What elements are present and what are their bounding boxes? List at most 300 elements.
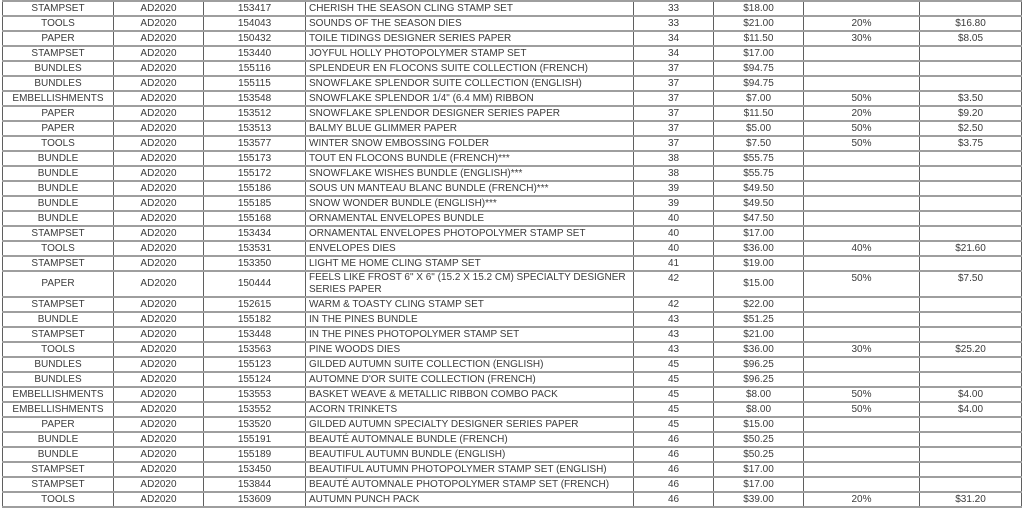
table-row — [3, 327, 1022, 342]
cell-sale_price — [920, 76, 1022, 91]
cell-discount_percent — [804, 196, 920, 211]
cell-price: $47.50 — [714, 211, 804, 226]
cell-year_code: AD2020 — [114, 76, 204, 91]
cell-item_number: 155124 — [204, 372, 306, 387]
cell-discount_percent — [804, 312, 920, 327]
cell-page: 39 — [634, 181, 714, 196]
cell-price: $94.75 — [714, 76, 804, 91]
table-row — [3, 271, 1022, 297]
cell-category: STAMPSET — [3, 1, 114, 16]
table-row — [3, 447, 1022, 462]
cell-year_code: AD2020 — [114, 372, 204, 387]
cell-item_number: 155115 — [204, 76, 306, 91]
cell-description: AUTOMNE D'OR SUITE COLLECTION (FRENCH) — [306, 372, 634, 387]
cell-year_code: AD2020 — [114, 492, 204, 507]
cell-description: JOYFUL HOLLY PHOTOPOLYMER STAMP SET — [306, 46, 634, 61]
cell-price: $19.00 — [714, 256, 804, 271]
cell-page: 45 — [634, 402, 714, 417]
cell-item_number: 152615 — [204, 297, 306, 312]
cell-description: BEAUTÉ AUTOMNALE BUNDLE (FRENCH) — [306, 432, 634, 447]
cell-page: 46 — [634, 462, 714, 477]
cell-page: 40 — [634, 211, 714, 226]
cell-price: $15.00 — [714, 417, 804, 432]
table-row — [3, 357, 1022, 372]
cell-item_number: 155172 — [204, 166, 306, 181]
cell-item_number: 153520 — [204, 417, 306, 432]
table-row — [3, 372, 1022, 387]
cell-sale_price — [920, 46, 1022, 61]
cell-year_code: AD2020 — [114, 106, 204, 121]
cell-sale_price — [920, 256, 1022, 271]
cell-price: $11.50 — [714, 106, 804, 121]
cell-category: EMBELLISHMENTS — [3, 387, 114, 402]
cell-description: BEAUTIFUL AUTUMN BUNDLE (ENGLISH) — [306, 447, 634, 462]
cell-category: EMBELLISHMENTS — [3, 91, 114, 106]
cell-discount_percent: 50% — [804, 271, 920, 297]
cell-price: $21.00 — [714, 16, 804, 31]
cell-category: STAMPSET — [3, 226, 114, 241]
cell-sale_price — [920, 181, 1022, 196]
cell-item_number: 153512 — [204, 106, 306, 121]
cell-sale_price — [920, 327, 1022, 342]
cell-category: BUNDLE — [3, 211, 114, 226]
cell-description: ORNAMENTAL ENVELOPES BUNDLE — [306, 211, 634, 226]
cell-description: GILDED AUTUMN SPECIALTY DESIGNER SERIES PAPER — [306, 417, 634, 432]
cell-description: AUTUMN PUNCH PACK — [306, 492, 634, 507]
cell-price: $50.25 — [714, 447, 804, 462]
cell-category: BUNDLES — [3, 61, 114, 76]
cell-price: $17.00 — [714, 477, 804, 492]
cell-category: STAMPSET — [3, 46, 114, 61]
document-sheet — [2, 0, 1024, 508]
cell-description: BALMY BLUE GLIMMER PAPER — [306, 121, 634, 136]
cell-discount_percent — [804, 76, 920, 91]
cell-price: $18.00 — [714, 1, 804, 16]
cell-price: $49.50 — [714, 196, 804, 211]
cell-discount_percent — [804, 417, 920, 432]
cell-page: 45 — [634, 357, 714, 372]
cell-description: BEAUTÉ AUTOMNALE PHOTOPOLYMER STAMP SET (FRENCH) — [306, 477, 634, 492]
cell-discount_percent: 50% — [804, 387, 920, 402]
cell-year_code: AD2020 — [114, 241, 204, 256]
cell-discount_percent: 50% — [804, 91, 920, 106]
cell-year_code: AD2020 — [114, 211, 204, 226]
cell-category: EMBELLISHMENTS — [3, 402, 114, 417]
cell-price: $39.00 — [714, 492, 804, 507]
cell-page: 42 — [634, 271, 714, 297]
cell-year_code: AD2020 — [114, 432, 204, 447]
cell-discount_percent: 20% — [804, 492, 920, 507]
cell-item_number: 153577 — [204, 136, 306, 151]
cell-discount_percent — [804, 211, 920, 226]
cell-category: BUNDLES — [3, 372, 114, 387]
table-row — [3, 136, 1022, 151]
cell-discount_percent: 50% — [804, 402, 920, 417]
cell-item_number: 153350 — [204, 256, 306, 271]
table-row — [3, 31, 1022, 46]
cell-category: BUNDLE — [3, 432, 114, 447]
cell-description: SPLENDEUR EN FLOCONS SUITE COLLECTION (FRENCH) — [306, 61, 634, 76]
cell-year_code: AD2020 — [114, 16, 204, 31]
cell-discount_percent — [804, 181, 920, 196]
cell-sale_price — [920, 312, 1022, 327]
table-row — [3, 16, 1022, 31]
cell-sale_price: $25.20 — [920, 342, 1022, 357]
cell-year_code: AD2020 — [114, 357, 204, 372]
cell-description: BEAUTIFUL AUTUMN PHOTOPOLYMER STAMP SET (ENGLISH) — [306, 462, 634, 477]
cell-price: $51.25 — [714, 312, 804, 327]
table-row — [3, 46, 1022, 61]
cell-sale_price — [920, 1, 1022, 16]
cell-year_code: AD2020 — [114, 91, 204, 106]
cell-discount_percent: 30% — [804, 31, 920, 46]
cell-year_code: AD2020 — [114, 312, 204, 327]
cell-discount_percent — [804, 151, 920, 166]
cell-page: 33 — [634, 1, 714, 16]
cell-page: 46 — [634, 432, 714, 447]
cell-price: $50.25 — [714, 432, 804, 447]
cell-sale_price — [920, 226, 1022, 241]
table-row — [3, 211, 1022, 226]
cell-year_code: AD2020 — [114, 151, 204, 166]
cell-sale_price — [920, 297, 1022, 312]
cell-item_number: 155185 — [204, 196, 306, 211]
cell-page: 46 — [634, 492, 714, 507]
cell-discount_percent: 40% — [804, 241, 920, 256]
table-row — [3, 241, 1022, 256]
cell-page: 34 — [634, 31, 714, 46]
cell-page: 46 — [634, 477, 714, 492]
cell-sale_price: $4.00 — [920, 387, 1022, 402]
cell-description: ACORN TRINKETS — [306, 402, 634, 417]
cell-page: 37 — [634, 61, 714, 76]
cell-sale_price — [920, 477, 1022, 492]
table-row — [3, 226, 1022, 241]
cell-year_code: AD2020 — [114, 462, 204, 477]
cell-item_number: 153531 — [204, 241, 306, 256]
cell-page: 41 — [634, 256, 714, 271]
cell-price: $15.00 — [714, 271, 804, 297]
cell-sale_price: $4.00 — [920, 402, 1022, 417]
cell-category: PAPER — [3, 121, 114, 136]
cell-item_number: 150432 — [204, 31, 306, 46]
cell-year_code: AD2020 — [114, 256, 204, 271]
cell-category: PAPER — [3, 106, 114, 121]
cell-page: 43 — [634, 312, 714, 327]
cell-discount_percent — [804, 1, 920, 16]
cell-category: STAMPSET — [3, 297, 114, 312]
cell-category: BUNDLE — [3, 181, 114, 196]
cell-category: TOOLS — [3, 342, 114, 357]
cell-price: $17.00 — [714, 462, 804, 477]
cell-description: SNOWFLAKE SPLENDOR DESIGNER SERIES PAPER — [306, 106, 634, 121]
cell-discount_percent — [804, 477, 920, 492]
cell-sale_price — [920, 462, 1022, 477]
cell-page: 45 — [634, 387, 714, 402]
cell-item_number: 153440 — [204, 46, 306, 61]
cell-year_code: AD2020 — [114, 417, 204, 432]
cell-page: 45 — [634, 372, 714, 387]
cell-category: STAMPSET — [3, 256, 114, 271]
cell-description: LIGHT ME HOME CLING STAMP SET — [306, 256, 634, 271]
cell-description: IN THE PINES BUNDLE — [306, 312, 634, 327]
cell-description: SOUS UN MANTEAU BLANC BUNDLE (FRENCH)*** — [306, 181, 634, 196]
cell-item_number: 153513 — [204, 121, 306, 136]
cell-category: PAPER — [3, 271, 114, 297]
table-row — [3, 91, 1022, 106]
cell-year_code: AD2020 — [114, 327, 204, 342]
cell-year_code: AD2020 — [114, 121, 204, 136]
cell-page: 37 — [634, 136, 714, 151]
cell-item_number: 153609 — [204, 492, 306, 507]
cell-price: $36.00 — [714, 241, 804, 256]
cell-price: $96.25 — [714, 372, 804, 387]
table-row — [3, 256, 1022, 271]
cell-price: $5.00 — [714, 121, 804, 136]
cell-page: 37 — [634, 91, 714, 106]
cell-item_number: 153553 — [204, 387, 306, 402]
cell-page: 33 — [634, 16, 714, 31]
cell-page: 38 — [634, 166, 714, 181]
cell-price: $49.50 — [714, 181, 804, 196]
cell-sale_price — [920, 447, 1022, 462]
cell-year_code: AD2020 — [114, 61, 204, 76]
cell-discount_percent — [804, 226, 920, 241]
cell-category: BUNDLE — [3, 166, 114, 181]
table-row — [3, 61, 1022, 76]
cell-item_number: 153548 — [204, 91, 306, 106]
cell-year_code: AD2020 — [114, 46, 204, 61]
cell-price: $36.00 — [714, 342, 804, 357]
cell-year_code: AD2020 — [114, 342, 204, 357]
cell-item_number: 155186 — [204, 181, 306, 196]
cell-sale_price — [920, 151, 1022, 166]
cell-description: CHERISH THE SEASON CLING STAMP SET — [306, 1, 634, 16]
cell-page: 37 — [634, 106, 714, 121]
cell-category: STAMPSET — [3, 477, 114, 492]
cell-page: 34 — [634, 46, 714, 61]
cell-price: $17.00 — [714, 226, 804, 241]
cell-page: 40 — [634, 226, 714, 241]
table-row — [3, 342, 1022, 357]
cell-price: $11.50 — [714, 31, 804, 46]
cell-description: BASKET WEAVE & METALLIC RIBBON COMBO PACK — [306, 387, 634, 402]
cell-page: 40 — [634, 241, 714, 256]
cell-year_code: AD2020 — [114, 196, 204, 211]
table-row — [3, 312, 1022, 327]
table-row — [3, 181, 1022, 196]
table-row — [3, 402, 1022, 417]
cell-category: BUNDLE — [3, 312, 114, 327]
table-row — [3, 462, 1022, 477]
cell-page: 45 — [634, 417, 714, 432]
cell-description: SNOW WONDER BUNDLE (ENGLISH)*** — [306, 196, 634, 211]
cell-sale_price — [920, 372, 1022, 387]
cell-price: $55.75 — [714, 151, 804, 166]
table-row — [3, 166, 1022, 181]
cell-item_number: 153844 — [204, 477, 306, 492]
cell-year_code: AD2020 — [114, 31, 204, 46]
cell-description: FEELS LIKE FROST 6" X 6" (15.2 X 15.2 CM) SPECIALTY DESIGNER SERIES PAPER — [306, 271, 634, 297]
cell-description: GILDED AUTUMN SUITE COLLECTION (ENGLISH) — [306, 357, 634, 372]
cell-page: 46 — [634, 447, 714, 462]
cell-sale_price: $9.20 — [920, 106, 1022, 121]
cell-discount_percent: 50% — [804, 121, 920, 136]
cell-page: 42 — [634, 297, 714, 312]
cell-price: $21.00 — [714, 327, 804, 342]
cell-category: BUNDLE — [3, 196, 114, 211]
cell-discount_percent — [804, 256, 920, 271]
cell-discount_percent — [804, 166, 920, 181]
cell-price: $55.75 — [714, 166, 804, 181]
cell-sale_price: $7.50 — [920, 271, 1022, 297]
table-row — [3, 432, 1022, 447]
cell-year_code: AD2020 — [114, 226, 204, 241]
cell-page: 37 — [634, 76, 714, 91]
cell-item_number: 155116 — [204, 61, 306, 76]
cell-item_number: 155168 — [204, 211, 306, 226]
cell-description: SOUNDS OF THE SEASON DIES — [306, 16, 634, 31]
cell-price: $8.00 — [714, 387, 804, 402]
cell-page: 39 — [634, 196, 714, 211]
cell-item_number: 153417 — [204, 1, 306, 16]
table-row — [3, 1, 1022, 16]
cell-year_code: AD2020 — [114, 181, 204, 196]
cell-year_code: AD2020 — [114, 387, 204, 402]
cell-discount_percent — [804, 462, 920, 477]
cell-category: BUNDLE — [3, 447, 114, 462]
cell-price: $96.25 — [714, 357, 804, 372]
cell-sale_price — [920, 357, 1022, 372]
cell-sale_price: $16.80 — [920, 16, 1022, 31]
cell-category: BUNDLE — [3, 151, 114, 166]
cell-item_number: 154043 — [204, 16, 306, 31]
cell-sale_price: $8.05 — [920, 31, 1022, 46]
cell-description: PINE WOODS DIES — [306, 342, 634, 357]
table-row — [3, 196, 1022, 211]
cell-sale_price: $3.75 — [920, 136, 1022, 151]
table-row — [3, 121, 1022, 136]
cell-description: TOILE TIDINGS DESIGNER SERIES PAPER — [306, 31, 634, 46]
cell-sale_price — [920, 417, 1022, 432]
cell-category: TOOLS — [3, 492, 114, 507]
cell-sale_price — [920, 61, 1022, 76]
table-row — [3, 387, 1022, 402]
cell-category: PAPER — [3, 31, 114, 46]
cell-item_number: 150444 — [204, 271, 306, 297]
cell-page: 37 — [634, 121, 714, 136]
cell-category: TOOLS — [3, 16, 114, 31]
cell-item_number: 153450 — [204, 462, 306, 477]
cell-description: SNOWFLAKE SPLENDOR 1/4" (6.4 MM) RIBBON — [306, 91, 634, 106]
cell-sale_price — [920, 432, 1022, 447]
cell-item_number: 155182 — [204, 312, 306, 327]
cell-description: WARM & TOASTY CLING STAMP SET — [306, 297, 634, 312]
cell-year_code: AD2020 — [114, 136, 204, 151]
cell-item_number: 155191 — [204, 432, 306, 447]
table-row — [3, 106, 1022, 121]
cell-item_number: 155123 — [204, 357, 306, 372]
cell-description: ENVELOPES DIES — [306, 241, 634, 256]
cell-sale_price: $31.20 — [920, 492, 1022, 507]
cell-discount_percent: 20% — [804, 16, 920, 31]
cell-description: SNOWFLAKE WISHES BUNDLE (ENGLISH)*** — [306, 166, 634, 181]
cell-price: $7.50 — [714, 136, 804, 151]
cell-discount_percent — [804, 447, 920, 462]
cell-discount_percent: 30% — [804, 342, 920, 357]
cell-description: ORNAMENTAL ENVELOPES PHOTOPOLYMER STAMP SET — [306, 226, 634, 241]
cell-discount_percent — [804, 372, 920, 387]
cell-sale_price — [920, 196, 1022, 211]
cell-item_number: 153552 — [204, 402, 306, 417]
cell-discount_percent — [804, 327, 920, 342]
cell-page: 38 — [634, 151, 714, 166]
cell-discount_percent — [804, 357, 920, 372]
table-row — [3, 76, 1022, 91]
table-body — [3, 1, 1022, 507]
cell-sale_price — [920, 211, 1022, 226]
cell-discount_percent: 20% — [804, 106, 920, 121]
cell-page: 43 — [634, 342, 714, 357]
table-row — [3, 151, 1022, 166]
cell-discount_percent — [804, 297, 920, 312]
cell-item_number: 153434 — [204, 226, 306, 241]
cell-sale_price: $3.50 — [920, 91, 1022, 106]
cell-price: $17.00 — [714, 46, 804, 61]
cell-price: $8.00 — [714, 402, 804, 417]
cell-item_number: 153448 — [204, 327, 306, 342]
cell-price: $94.75 — [714, 61, 804, 76]
cell-category: BUNDLES — [3, 76, 114, 91]
cell-year_code: AD2020 — [114, 447, 204, 462]
table-row — [3, 492, 1022, 507]
cell-sale_price: $2.50 — [920, 121, 1022, 136]
cell-item_number: 155173 — [204, 151, 306, 166]
table-row — [3, 297, 1022, 312]
cell-sale_price: $21.60 — [920, 241, 1022, 256]
cell-item_number: 155189 — [204, 447, 306, 462]
table-row — [3, 417, 1022, 432]
cell-category: BUNDLES — [3, 357, 114, 372]
cell-year_code: AD2020 — [114, 402, 204, 417]
cell-sale_price — [920, 166, 1022, 181]
cell-description: IN THE PINES PHOTOPOLYMER STAMP SET — [306, 327, 634, 342]
cell-page: 43 — [634, 327, 714, 342]
cell-category: STAMPSET — [3, 462, 114, 477]
cell-year_code: AD2020 — [114, 166, 204, 181]
cell-year_code: AD2020 — [114, 271, 204, 297]
cell-category: STAMPSET — [3, 327, 114, 342]
cell-year_code: AD2020 — [114, 477, 204, 492]
cell-discount_percent — [804, 61, 920, 76]
cell-year_code: AD2020 — [114, 297, 204, 312]
price-list-table — [2, 0, 1022, 508]
cell-discount_percent: 50% — [804, 136, 920, 151]
cell-category: TOOLS — [3, 136, 114, 151]
cell-discount_percent — [804, 46, 920, 61]
cell-category: PAPER — [3, 417, 114, 432]
cell-category: TOOLS — [3, 241, 114, 256]
table-row — [3, 477, 1022, 492]
cell-year_code: AD2020 — [114, 1, 204, 16]
cell-description: SNOWFLAKE SPLENDOR SUITE COLLECTION (ENGLISH) — [306, 76, 634, 91]
cell-description: WINTER SNOW EMBOSSING FOLDER — [306, 136, 634, 151]
cell-price: $22.00 — [714, 297, 804, 312]
cell-item_number: 153563 — [204, 342, 306, 357]
cell-discount_percent — [804, 432, 920, 447]
cell-description: TOUT EN FLOCONS BUNDLE (FRENCH)*** — [306, 151, 634, 166]
cell-price: $7.00 — [714, 91, 804, 106]
